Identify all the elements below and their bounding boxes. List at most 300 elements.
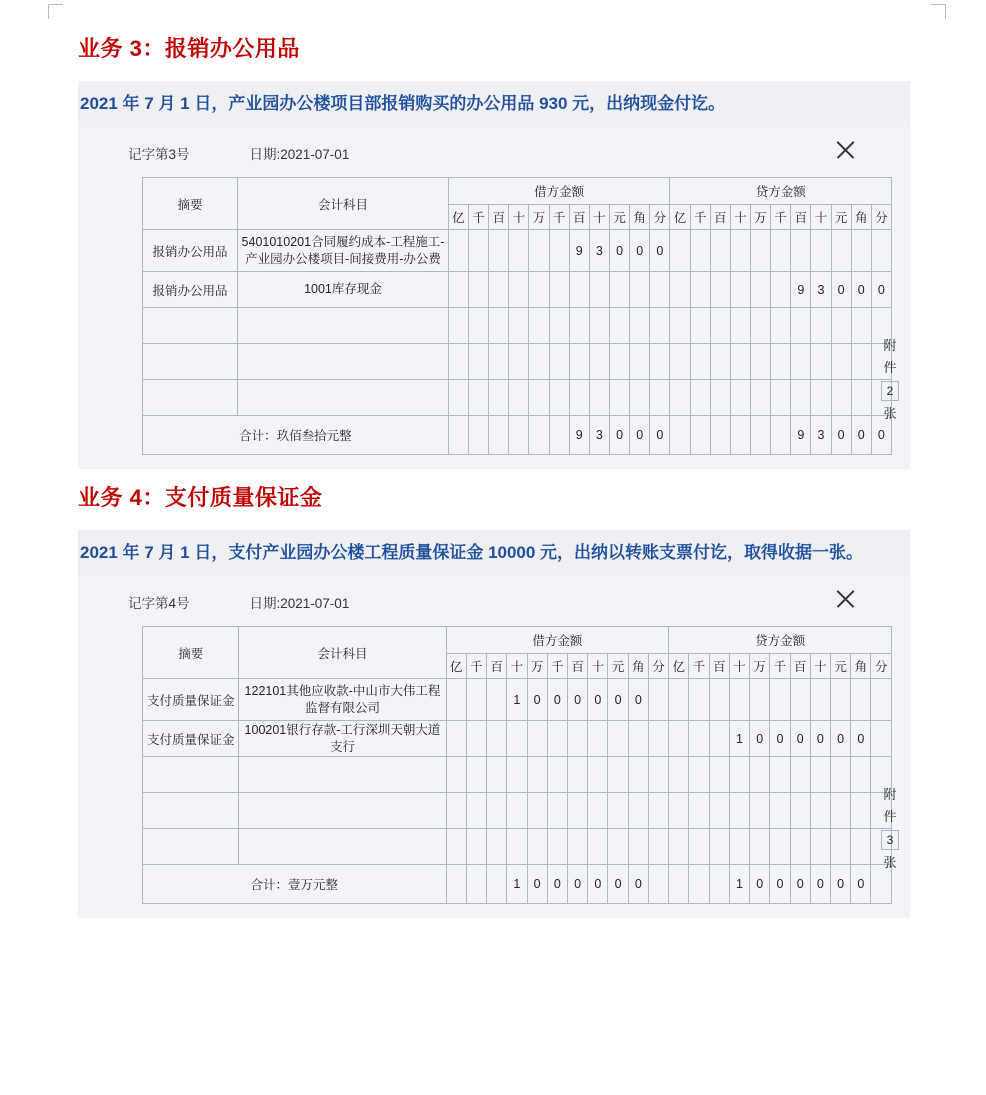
cell-debit-digit — [527, 793, 547, 829]
digit-unit: 亿 — [670, 205, 690, 230]
cell-debit-digit — [609, 380, 629, 416]
cell-credit-digit — [709, 721, 729, 757]
section-title-business-3: 业务 3：报销办公用品 — [78, 36, 300, 61]
col-header-credit: 贷方金额 — [669, 627, 892, 654]
cell-debit-digit — [549, 272, 569, 308]
digit-unit: 角 — [851, 205, 871, 230]
cell-debit-digit — [487, 721, 507, 757]
cell-debit-digit — [468, 308, 488, 344]
cell-debit-digit — [448, 380, 468, 416]
cell-credit-digit — [750, 272, 770, 308]
cell-subject — [239, 793, 446, 829]
cell-debit-digit — [489, 380, 509, 416]
cell-debit-digit — [648, 721, 668, 757]
total-credit-digit — [669, 865, 689, 904]
document-content — [78, 20, 910, 918]
cell-debit-digit — [509, 380, 529, 416]
total-debit-digit: 1 — [507, 865, 527, 904]
cell-debit-digit — [547, 721, 567, 757]
cell-debit-digit — [569, 272, 589, 308]
digit-unit: 百 — [569, 205, 589, 230]
cell-debit-digit — [468, 344, 488, 380]
cell-debit-digit — [489, 344, 509, 380]
digit-unit: 元 — [609, 205, 629, 230]
total-debit-digit — [448, 416, 468, 455]
cell-subject — [238, 344, 449, 380]
cell-debit-digit — [567, 721, 587, 757]
cell-credit-digit — [669, 793, 689, 829]
cell-credit-digit — [851, 230, 871, 272]
cell-credit-digit — [730, 308, 750, 344]
voucher-header-4 — [96, 588, 892, 626]
digit-unit: 分 — [871, 654, 892, 679]
cell-credit-digit — [689, 757, 709, 793]
cell-credit-digit — [729, 793, 749, 829]
cell-debit-digit — [466, 679, 486, 721]
total-debit-digit — [648, 865, 668, 904]
cell-credit-digit — [730, 380, 750, 416]
cell-credit-digit — [709, 757, 729, 793]
cell-debit-digit — [569, 380, 589, 416]
cell-debit-digit — [509, 308, 529, 344]
cell-credit-digit: 1 — [729, 721, 749, 757]
digit-unit: 十 — [509, 205, 529, 230]
cell-credit-digit — [689, 721, 709, 757]
cell-credit-digit — [770, 829, 790, 865]
cell-credit-digit — [810, 679, 830, 721]
cell-debit-digit — [648, 793, 668, 829]
digit-unit: 百 — [710, 205, 730, 230]
cell-credit-digit — [669, 757, 689, 793]
digit-unit: 万 — [529, 205, 549, 230]
cell-credit-digit — [750, 793, 770, 829]
cell-debit-digit — [446, 721, 466, 757]
cell-credit-digit — [670, 380, 690, 416]
digit-unit: 千 — [466, 654, 486, 679]
cell-debit-digit — [446, 793, 466, 829]
digit-unit: 十 — [729, 654, 749, 679]
cell-credit-digit — [690, 380, 710, 416]
cell-credit-digit — [750, 308, 770, 344]
total-label: 合计：壹万元整 — [143, 865, 447, 904]
cell-debit-digit — [448, 308, 468, 344]
cell-debit-digit — [466, 721, 486, 757]
total-credit-digit: 0 — [810, 865, 830, 904]
col-header-debit: 借方金额 — [448, 178, 670, 205]
digit-unit: 百 — [489, 205, 509, 230]
cell-debit-digit — [549, 380, 569, 416]
cell-debit-digit: 0 — [608, 679, 628, 721]
table-row[interactable] — [143, 344, 892, 380]
digit-unit: 百 — [567, 654, 587, 679]
cell-subject — [239, 829, 446, 865]
total-credit-digit — [771, 416, 791, 455]
total-debit-digit — [466, 865, 486, 904]
cell-debit-digit — [446, 829, 466, 865]
cell-credit-digit — [791, 230, 811, 272]
cell-credit-digit — [750, 344, 770, 380]
cell-credit-digit — [770, 757, 790, 793]
digit-unit: 角 — [851, 654, 871, 679]
digit-unit: 角 — [628, 654, 648, 679]
cell-debit-digit — [507, 757, 527, 793]
cell-credit-digit — [811, 308, 831, 344]
cell-debit-digit — [509, 344, 529, 380]
cell-debit-digit — [608, 721, 628, 757]
cell-abstract: 支付质量保证金 — [143, 679, 239, 721]
cell-debit-digit: 0 — [547, 679, 567, 721]
cell-debit-digit — [446, 757, 466, 793]
cell-credit-digit — [750, 230, 770, 272]
cell-debit-digit — [446, 679, 466, 721]
cell-credit-digit: 0 — [790, 721, 810, 757]
digit-unit: 角 — [630, 205, 650, 230]
cell-subject: 1001库存现金 — [238, 272, 449, 308]
cell-debit-digit: 0 — [609, 230, 629, 272]
cell-debit-digit — [527, 829, 547, 865]
cell-credit-digit — [771, 380, 791, 416]
cell-debit-digit — [608, 793, 628, 829]
digit-unit: 千 — [547, 654, 567, 679]
cell-credit-digit — [811, 230, 831, 272]
cell-debit-digit — [567, 757, 587, 793]
table-row[interactable] — [143, 757, 892, 793]
total-credit-digit: 0 — [831, 416, 851, 455]
cell-debit-digit — [609, 344, 629, 380]
cell-credit-digit — [690, 272, 710, 308]
attachment-label-1: 附 — [883, 787, 897, 802]
total-debit-digit: 0 — [527, 865, 547, 904]
cell-debit-digit — [569, 344, 589, 380]
cell-credit-digit — [670, 272, 690, 308]
cell-credit-digit — [729, 829, 749, 865]
cell-credit-digit — [831, 793, 851, 829]
digit-unit: 千 — [549, 205, 569, 230]
cell-debit-digit — [630, 380, 650, 416]
cell-debit-digit — [529, 380, 549, 416]
cell-credit-digit — [771, 230, 791, 272]
cell-debit-digit — [487, 829, 507, 865]
table-row[interactable] — [143, 308, 892, 344]
digit-unit: 十 — [589, 205, 609, 230]
cell-credit-digit: 0 — [831, 272, 851, 308]
cell-credit-digit — [810, 757, 830, 793]
cell-debit-digit — [588, 757, 608, 793]
cell-debit-digit: 0 — [630, 230, 650, 272]
cell-credit-digit — [831, 679, 851, 721]
total-credit-digit — [690, 416, 710, 455]
total-debit-digit — [487, 865, 507, 904]
cell-credit-digit — [831, 757, 851, 793]
attachment-label-2: 件 — [883, 360, 897, 375]
cell-credit-digit — [750, 380, 770, 416]
cell-credit-digit — [871, 230, 891, 272]
total-debit-digit: 0 — [608, 865, 628, 904]
cell-debit-digit: 1 — [507, 679, 527, 721]
cell-abstract — [143, 793, 239, 829]
cell-debit-digit — [487, 679, 507, 721]
cell-credit-digit — [810, 793, 830, 829]
cell-credit-digit — [771, 344, 791, 380]
table-row[interactable] — [143, 230, 892, 272]
cell-debit-digit — [529, 308, 549, 344]
cell-credit-digit — [730, 230, 750, 272]
cell-credit-digit — [669, 721, 689, 757]
cell-credit-digit: 3 — [811, 272, 831, 308]
cell-debit-digit — [448, 230, 468, 272]
total-credit-digit — [689, 865, 709, 904]
total-credit-digit: 0 — [750, 865, 770, 904]
section-intro-business-3: 2021 年 7 月 1 日，产业园办公楼项目部报销购买的办公用品 930 元，出纳现金付讫。 — [78, 81, 910, 127]
cell-abstract — [143, 308, 238, 344]
total-debit-digit — [509, 416, 529, 455]
cell-debit-digit — [466, 793, 486, 829]
cell-credit-digit — [811, 344, 831, 380]
cell-credit-digit: 0 — [871, 272, 891, 308]
cell-debit-digit — [509, 272, 529, 308]
cell-credit-digit — [871, 721, 892, 757]
digit-unit: 分 — [650, 205, 670, 230]
cell-credit-digit — [709, 829, 729, 865]
table-row[interactable] — [143, 272, 892, 308]
cell-debit-digit — [588, 829, 608, 865]
cell-credit-digit — [709, 793, 729, 829]
table-row[interactable] — [143, 721, 892, 757]
total-debit-digit — [489, 416, 509, 455]
cell-credit-digit — [690, 230, 710, 272]
cell-credit-digit — [669, 829, 689, 865]
col-header-abstract: 摘要 — [143, 178, 238, 230]
col-header-subject: 会计科目 — [239, 627, 446, 679]
digit-unit: 十 — [730, 205, 750, 230]
cell-credit-digit — [851, 380, 871, 416]
cell-credit-digit — [790, 679, 810, 721]
cell-debit-digit — [527, 757, 547, 793]
cell-credit-digit — [771, 272, 791, 308]
close-icon[interactable] — [832, 137, 858, 163]
digit-unit: 分 — [871, 205, 891, 230]
cell-credit-digit: 0 — [770, 721, 790, 757]
digit-unit: 分 — [648, 654, 668, 679]
close-icon[interactable] — [832, 586, 858, 612]
cell-credit-digit — [851, 308, 871, 344]
attachment-count: 2 — [881, 381, 899, 401]
cell-credit-digit — [689, 829, 709, 865]
cell-debit-digit — [489, 272, 509, 308]
cell-debit-digit — [489, 308, 509, 344]
cell-debit-digit — [648, 679, 668, 721]
cell-credit-digit — [770, 679, 790, 721]
section-intro-business-4: 2021 年 7 月 1 日，支付产业园办公楼工程质量保证金 10000 元，出纳以转账支票付讫，取得收据一张。 — [78, 530, 910, 576]
digit-unit: 千 — [689, 654, 709, 679]
cell-subject: 122101其他应收款-中山市大伟工程监督有限公司 — [239, 679, 446, 721]
cell-abstract: 报销办公用品 — [143, 272, 238, 308]
total-credit-digit — [750, 416, 770, 455]
cell-debit-digit — [527, 721, 547, 757]
cell-debit-digit — [589, 308, 609, 344]
total-debit-digit: 0 — [567, 865, 587, 904]
cell-credit-digit: 0 — [810, 721, 830, 757]
total-credit-digit — [710, 416, 730, 455]
digit-unit: 元 — [831, 205, 851, 230]
cell-credit-digit — [790, 793, 810, 829]
cell-debit-digit — [608, 829, 628, 865]
cell-debit-digit — [509, 230, 529, 272]
table-row[interactable] — [143, 829, 892, 865]
voucher-header-3 — [96, 139, 892, 177]
cell-debit-digit — [468, 380, 488, 416]
total-credit-digit — [670, 416, 690, 455]
cell-credit-digit — [710, 272, 730, 308]
digit-unit: 万 — [750, 654, 770, 679]
cell-debit-digit — [567, 793, 587, 829]
cell-debit-digit: 0 — [628, 679, 648, 721]
cell-debit-digit — [648, 757, 668, 793]
total-label: 合计：玖佰叁拾元整 — [143, 416, 449, 455]
cell-credit-digit: 9 — [791, 272, 811, 308]
total-credit-digit: 0 — [770, 865, 790, 904]
cell-credit-digit — [791, 308, 811, 344]
cell-credit-digit — [831, 308, 851, 344]
digit-unit: 元 — [831, 654, 851, 679]
cell-credit-digit — [730, 344, 750, 380]
total-credit-digit: 1 — [729, 865, 749, 904]
cell-debit-digit — [650, 344, 670, 380]
cell-debit-digit — [609, 272, 629, 308]
table-row[interactable] — [143, 679, 892, 721]
total-debit-digit: 9 — [569, 416, 589, 455]
total-credit-digit: 0 — [790, 865, 810, 904]
cell-abstract — [143, 380, 238, 416]
cell-credit-digit — [790, 757, 810, 793]
digit-unit: 万 — [527, 654, 547, 679]
cell-debit-digit — [588, 721, 608, 757]
total-debit-digit — [549, 416, 569, 455]
digit-unit: 十 — [811, 205, 831, 230]
cell-debit-digit — [630, 272, 650, 308]
cell-debit-digit — [529, 344, 549, 380]
cell-credit-digit — [750, 829, 770, 865]
cell-credit-digit — [750, 679, 770, 721]
digit-unit: 十 — [588, 654, 608, 679]
cell-debit-digit — [468, 272, 488, 308]
col-header-debit: 借方金额 — [446, 627, 669, 654]
cell-credit-digit — [710, 380, 730, 416]
digit-unit: 百 — [791, 205, 811, 230]
cell-credit-digit — [710, 230, 730, 272]
digit-unit: 千 — [771, 205, 791, 230]
total-debit-digit: 0 — [588, 865, 608, 904]
cell-debit-digit: 0 — [527, 679, 547, 721]
table-total-row — [143, 865, 892, 904]
cell-debit-digit — [569, 308, 589, 344]
digit-unit: 千 — [690, 205, 710, 230]
cell-debit-digit — [628, 793, 648, 829]
cell-credit-digit — [670, 308, 690, 344]
total-debit-digit — [446, 865, 466, 904]
voucher-table-4 — [142, 626, 892, 904]
cell-credit-digit — [791, 344, 811, 380]
digit-unit: 百 — [790, 654, 810, 679]
cell-credit-digit — [831, 344, 851, 380]
attachment-note — [880, 335, 900, 425]
cell-abstract — [143, 829, 239, 865]
cell-debit-digit: 9 — [569, 230, 589, 272]
voucher-number-3: 记字第3号 — [128, 147, 190, 162]
cell-credit-digit — [690, 308, 710, 344]
total-debit-digit: 0 — [650, 416, 670, 455]
section-title-business-4: 业务 4：支付质量保证金 — [78, 485, 323, 510]
cell-debit-digit — [630, 308, 650, 344]
total-credit-digit: 0 — [851, 416, 871, 455]
cell-debit-digit — [589, 380, 609, 416]
voucher-card-4 — [78, 576, 910, 918]
cell-credit-digit — [851, 344, 871, 380]
cell-credit-digit — [750, 757, 770, 793]
cell-debit-digit — [448, 344, 468, 380]
cell-debit-digit — [567, 829, 587, 865]
cell-debit-digit — [650, 272, 670, 308]
cell-credit-digit — [710, 308, 730, 344]
cell-debit-digit — [628, 721, 648, 757]
digit-unit: 亿 — [669, 654, 689, 679]
cell-credit-digit — [851, 829, 871, 865]
total-credit-digit — [730, 416, 750, 455]
digit-unit: 亿 — [448, 205, 468, 230]
cell-debit-digit — [547, 793, 567, 829]
cell-debit-digit — [549, 344, 569, 380]
cell-debit-digit — [487, 757, 507, 793]
cell-credit-digit — [851, 679, 871, 721]
col-header-credit: 贷方金额 — [670, 178, 892, 205]
table-row[interactable] — [143, 380, 892, 416]
cell-credit-digit — [710, 344, 730, 380]
attachment-label-3: 张 — [883, 406, 897, 421]
cell-debit-digit — [589, 272, 609, 308]
cell-subject — [238, 308, 449, 344]
cell-subject: 5401010201合同履约成本-工程施工-产业园办公楼项目-间接费用-办公费 — [238, 230, 449, 272]
cell-credit-digit — [770, 793, 790, 829]
voucher-number-4: 记字第4号 — [128, 596, 190, 611]
crop-mark-top-right — [931, 4, 946, 19]
digit-unit: 十 — [810, 654, 830, 679]
total-debit-digit: 0 — [547, 865, 567, 904]
total-debit-digit — [529, 416, 549, 455]
table-total-row — [143, 416, 892, 455]
table-row[interactable] — [143, 793, 892, 829]
cell-debit-digit — [650, 380, 670, 416]
cell-debit-digit — [507, 721, 527, 757]
cell-credit-digit — [791, 380, 811, 416]
col-header-abstract: 摘要 — [143, 627, 239, 679]
digit-unit: 万 — [750, 205, 770, 230]
cell-credit-digit — [669, 679, 689, 721]
total-credit-digit: 9 — [791, 416, 811, 455]
digit-unit: 千 — [770, 654, 790, 679]
digit-unit: 十 — [507, 654, 527, 679]
total-debit-digit: 0 — [630, 416, 650, 455]
cell-credit-digit: 0 — [831, 721, 851, 757]
total-credit-digit: 3 — [811, 416, 831, 455]
cell-debit-digit: 0 — [588, 679, 608, 721]
cell-debit-digit — [628, 757, 648, 793]
cell-credit-digit — [871, 679, 892, 721]
cell-credit-digit — [771, 308, 791, 344]
attachment-label-3: 张 — [883, 855, 897, 870]
total-credit-digit: 0 — [851, 865, 871, 904]
cell-debit-digit — [648, 829, 668, 865]
cell-debit-digit: 0 — [650, 230, 670, 272]
